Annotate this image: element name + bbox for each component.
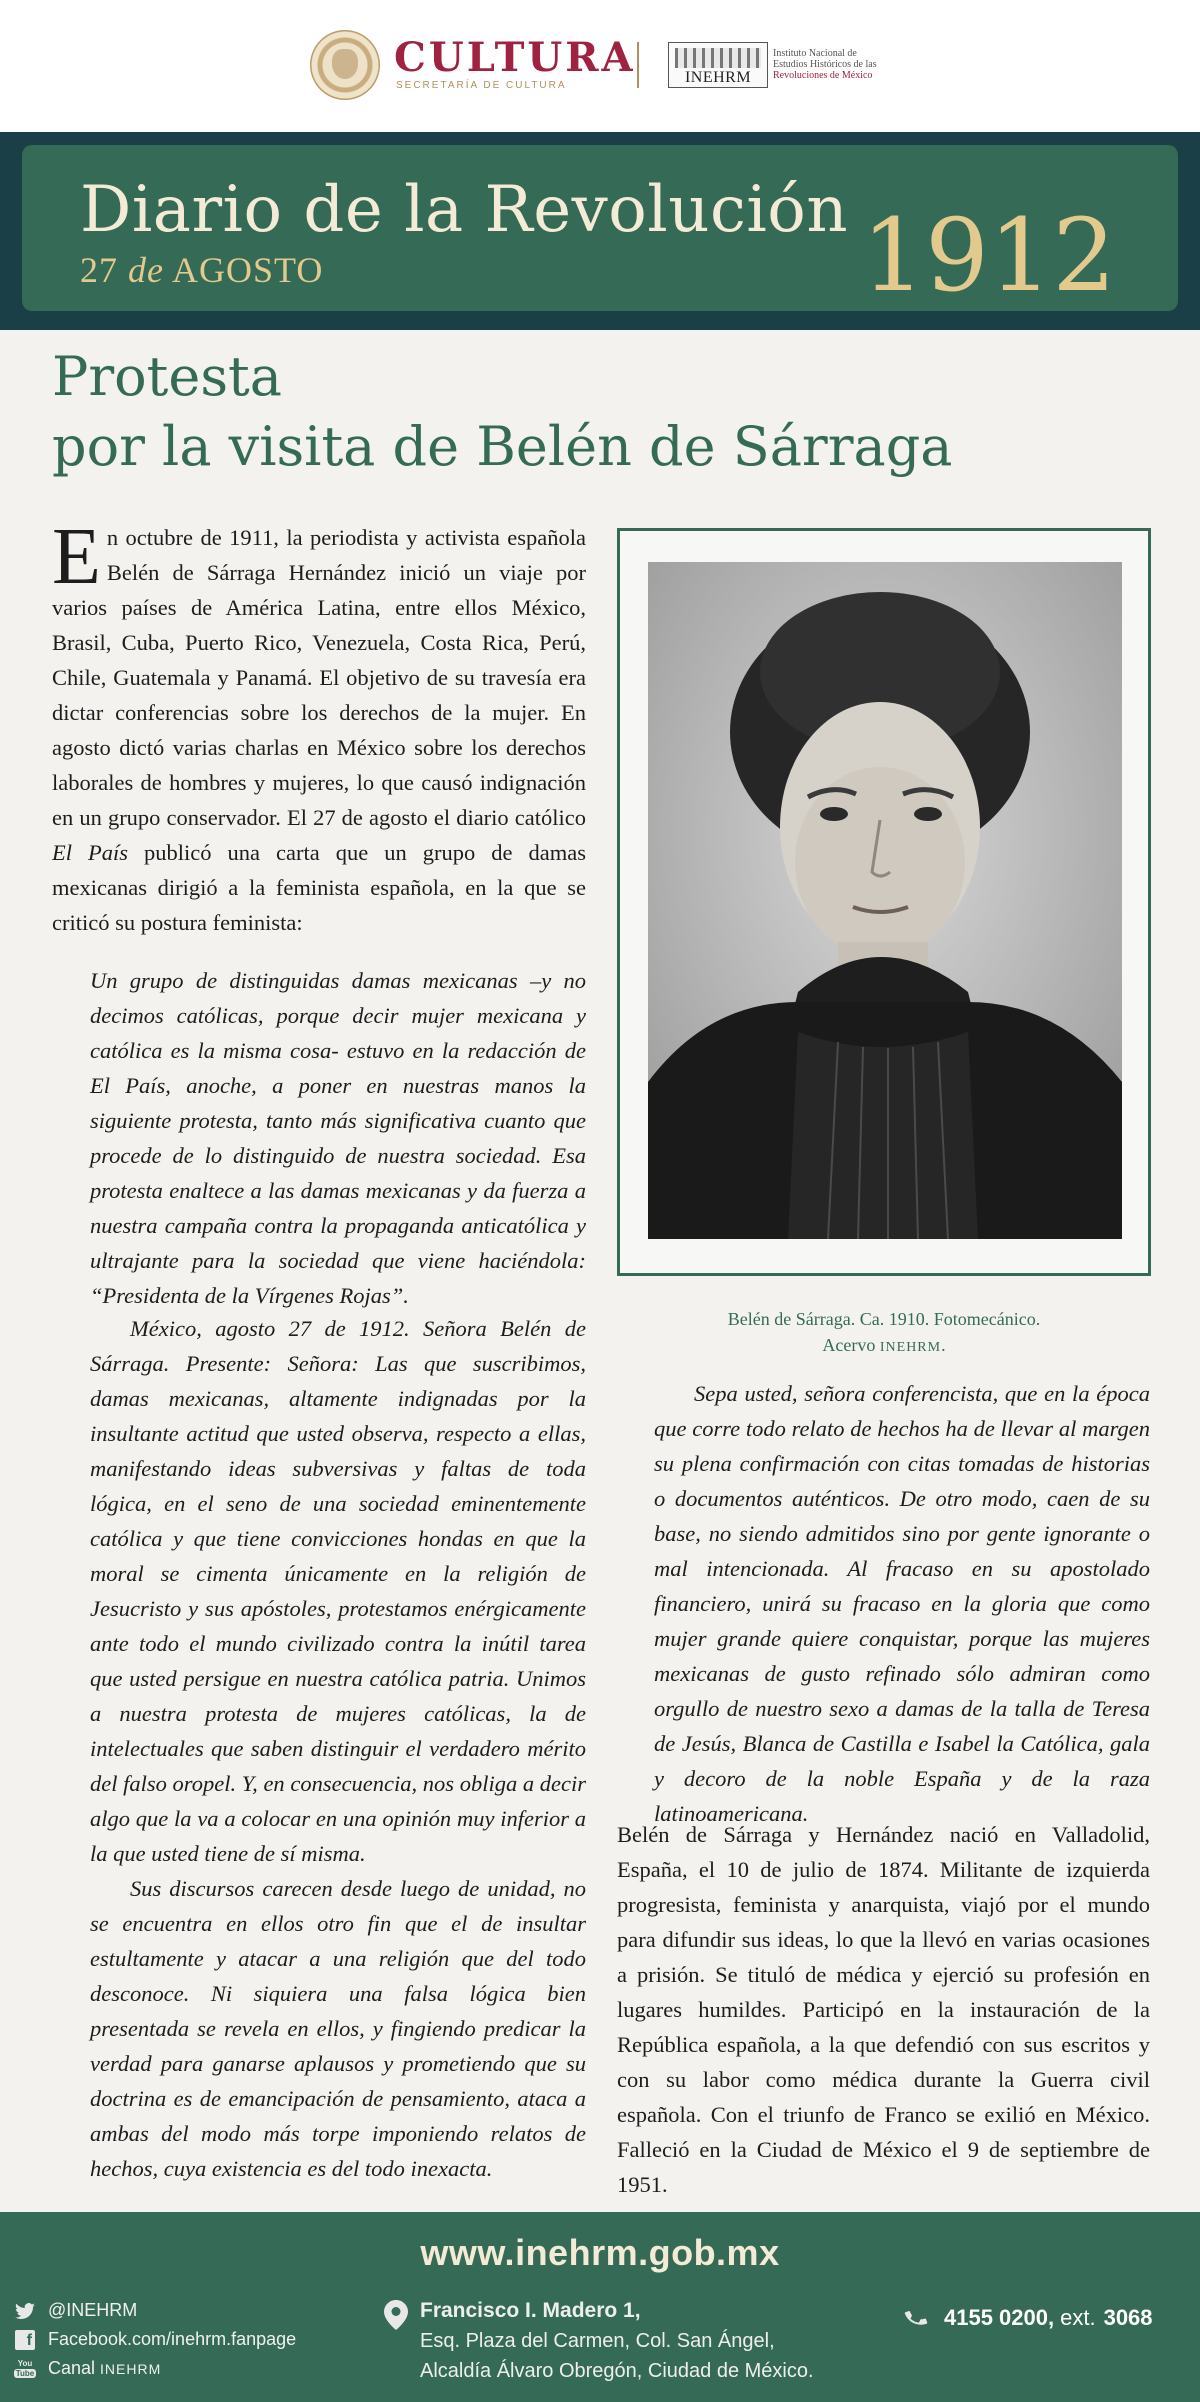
- caption-acervo: Acervo: [822, 1335, 880, 1355]
- article-title-line-2: por la visita de Belén de Sárraga: [52, 415, 953, 478]
- banner-panel: [22, 145, 1178, 314]
- banner-day: 27: [80, 250, 118, 290]
- drop-cap: E: [52, 513, 101, 601]
- banner-de: de: [128, 250, 164, 290]
- article-title: [52, 342, 952, 482]
- inehrm-name: [773, 48, 923, 81]
- photo-caption-line-1: Belén de Sárraga. Ca. 1910. Fotomecánico.: [727, 1309, 1041, 1329]
- channel-label: Canal: [48, 2358, 96, 2378]
- banner-month: AGOSTO: [172, 250, 324, 290]
- inehrm-line-2: Estudios Históricos de las: [773, 59, 877, 70]
- quote-paragraph-4-text: Sepa usted, señora conferencista, que en la época que corre todo relato de hechos ha de llevar al margen su plena confirmación con citas tomadas de historias o documentos auténticos. De otro modo, caen de su base, no siendo admitidos sino por gente ignorante o mal intencionada. Al fracaso en su apostolado financiero, unirá su fracaso en la gloria que como mujer grande quiere conquistar, porque las mujeres mexicanas de gusto refinado sólo admiran como orgullo de nuestro sexo a damas de la talla de Teresa de Jesús, Blanca de Castilla e Isabel la Católica, gala y decoro de la noble España y de la raza latinoamericana.: [654, 1381, 1150, 1826]
- youtube-icon: [14, 2359, 36, 2379]
- inehrm-building-logo: [668, 42, 768, 88]
- twitter-link[interactable]: [14, 2296, 296, 2325]
- quote-paragraph-2-text: México, agosto 27 de 1912. Señora Belén de Sárraga. Presente: Señora: Las que suscribimos, damas mexicanas, altamente indignadas por la insultante actitud que usted observa, respecto a ellas, manifestando ideas subversivas y faltas de toda lógica, en el seno de una sociedad eminentemente católica y que tiene convicciones hondas en que la moral se cimenta únicamente en la religión de Jesucristo y sus apóstoles, protestamos enérgicamente ante todo el mundo civilizado contra la inútil tarea que usted persigue en nuestra católica patria. Unimos a nuestra protesta de mujeres católicas, la de intelectuales que saben distinguir el verdadero mérito del falso oropel. Y, en consecuencia, nos obliga a decir algo que la va a colocar en una opinión muy inferior a la que usted tiene de sí misma.: [90, 1316, 586, 1866]
- location-pin-icon: [384, 2300, 408, 2330]
- phone-icon: [904, 2306, 928, 2330]
- logo-bar: [0, 0, 1200, 132]
- banner-year: 1912: [861, 197, 1116, 314]
- youtube-tube: Tube: [15, 2369, 35, 2378]
- cultura-subtitle: SECRETARÍA DE CULTURA: [396, 80, 567, 91]
- intro-text-2: publicó una carta que un grupo de damas mexicanas dirigió a la feminista española, en la que se criticó su postura feminista:: [52, 840, 586, 935]
- address-line-2: Esq. Plaza del Carmen, Col. San Ángel,: [420, 2330, 775, 2352]
- photo-caption-line-2: [617, 1332, 1151, 1361]
- address-line-1: Francisco I. Madero 1,: [420, 2299, 641, 2322]
- quote-paragraph-1: Un grupo de distinguidas damas mexicanas –y no decimos católicas, porque decir mujer mexicana y católica es la misma cosa- estuvo en la redacción de El País, anoche, a poner en nuestras manos la siguiente protesta, tanto más significativa cuanto que procede de lo distinguido de nuestra sociedad. Esa protesta enaltece a las damas mexicanas y da fuerza a nuestra campaña contra la propaganda anticatólica y ultrajante para la sociedad que viene haciéndola: “Presidenta de la Vírgenes Rojas”.: [90, 968, 586, 1308]
- caption-period: .: [941, 1335, 946, 1355]
- facebook-url: Facebook.com/inehrm.fanpage: [48, 2329, 297, 2349]
- intro-paragraph: [52, 513, 586, 940]
- address-text: [420, 2296, 840, 2386]
- logo-divider: [637, 42, 639, 88]
- twitter-icon: [14, 2301, 36, 2321]
- inehrm-line-3: Revoluciones de México: [773, 70, 873, 81]
- banner-date: [80, 249, 323, 291]
- youtube-link[interactable]: [14, 2354, 296, 2383]
- photo-caption: [617, 1306, 1151, 1361]
- intro-text-1: n octubre de 1911, la periodista y activista española Belén de Sárraga Hernández inició un viaje por varios países de América Latina, entre ellos México, Brasil, Cuba, Puerto Rico, Venezuela, Costa Rica, Perú, Chile, Guatemala y Panamá. El objetivo de su travesía era dictar conferencias sobre los derechos de la mujer. En agosto dictó varias charlas en México sobre los derechos laborales de hombres y mujeres, lo que causó indignación en un grupo conservador. El 27 de agosto el diario católico: [52, 525, 586, 830]
- phone-contact[interactable]: [904, 2305, 1153, 2331]
- quote-paragraph-2: [90, 1311, 586, 1871]
- address-line-3: Alcaldía Álvaro Obregón, Ciudad de México.: [420, 2360, 814, 2382]
- youtube-you: You: [17, 2359, 33, 2368]
- newspaper-name: El País: [52, 840, 129, 865]
- quote-paragraph-4: [654, 1376, 1150, 1831]
- article-title-line-1: Protesta: [52, 345, 282, 408]
- caption-inehrm: INEHRM: [879, 1340, 942, 1355]
- banner-title: Diario de la Revolución: [80, 173, 849, 247]
- ext-number: 3068: [1103, 2305, 1153, 2330]
- facebook-icon: f: [14, 2330, 36, 2350]
- portrait-image: [648, 562, 1122, 1239]
- title-banner: [0, 132, 1200, 330]
- twitter-handle: @INEHRM: [48, 2300, 138, 2320]
- quote-paragraph-3-text: Sus discursos carecen desde luego de unidad, no se encuentra en ellos otro fin que el de insultar estultamente y atacar a una religión que del todo desconoce. Ni siquiera una falsa lógica bien presentada se revela en ellos, y fingiendo predicar la verdad para ganarse aplausos y prometiendo que su doctrina es de emancipación de pensamiento, ataca a ambas del modo más torpe imponiendo relatos de hechos, cuya existencia es del todo inexacta.: [90, 1876, 586, 2181]
- phone-number: 4155 0200,: [944, 2305, 1055, 2330]
- quote-paragraph-3: [90, 1871, 586, 2186]
- ext-label: ext.: [1060, 2305, 1096, 2330]
- biography-paragraph: Belén de Sárraga y Hernández nació en Valladolid, España, el 10 de julio de 1874. Militante de izquierda progresista, feminista y anarquista, viajó por el mundo para difundir sus ideas, lo que la llevó en varias ocasiones a prisión. Se tituló de médica y ejerció su profesión en lugares humildes. Participó en la instauración de la República española, a la que defendió con sus escritos y con su labor como médica durante la Guerra civil española. Con el triunfo de Franco se exilió en México. Falleció en la Ciudad de México el 9 de septiembre de 1951.: [617, 1822, 1150, 2197]
- cultura-logo: CULTURA: [394, 34, 636, 81]
- facebook-link[interactable]: [14, 2325, 296, 2354]
- inehrm-line-1: Instituto Nacional de: [773, 48, 857, 59]
- photo-frame: [617, 528, 1151, 1276]
- mexican-seal-icon: [310, 30, 380, 100]
- inehrm-abbr: INEHRM: [684, 69, 752, 86]
- portrait-photo: [648, 562, 1122, 1239]
- social-links: [14, 2296, 296, 2383]
- website-link[interactable]: www.inehrm.gob.mx: [420, 2232, 780, 2273]
- building-icon: [675, 48, 761, 68]
- channel-name: INEHRM: [100, 2360, 162, 2377]
